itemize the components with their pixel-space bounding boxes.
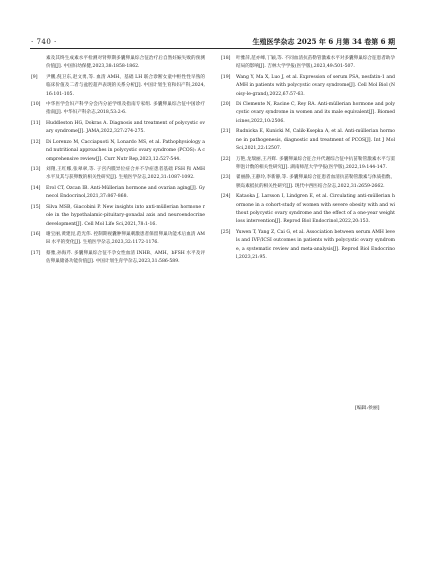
reference-item: [31, 231, 205, 248]
reference-number: [21]: [221, 129, 231, 135]
page-number: · 740 ·: [31, 38, 57, 46]
reference-number: [18]: [221, 56, 231, 61]
reference-number: [16]: [31, 232, 41, 238]
reference-item: [31, 74, 205, 99]
reference-text: 谢宝丽,黄建昆,范光伟. 控制期视囊肿卵巢刺激患者保留卵巢功能术后血清 AMH 水平的变化[J]. 生殖医学杂志,2023,32:1172-1176.: [46, 232, 205, 246]
reference-text: 翟丽静,王静玲,李新静,等. 多囊卵巢综合征患者血清抗苗勒管激素与体质指数、胰岛素抵抗的相关性研究[J]. 现代中西医结合杂志,2022,31:2659-2662.: [236, 175, 395, 189]
reference-text: 蔡雅,孙海芹. 多囊卵巢综合征不孕女性血清 INHB、AMH、bFSH 水平及评估卵巢储备功能价值[J]. 中国计划生育学杂志,2023,31:586-589.: [46, 250, 205, 265]
reference-item: 素及其终生成素水平检测对肾卵期多囊卵巢综合征治疗后自然妊娠失败的预测价值[J]. 中国妇幼保健,2023,38:1858-1862.: [46, 56, 205, 70]
reference-item: [221, 229, 395, 262]
reference-item: [221, 74, 395, 99]
reference-number: [14]: [31, 185, 41, 191]
reference-text: Di Clemente N, Racine C, Rey RA. Anti-müllerian hormone and polycystic ovary syndrome in women and its male equivalent[J]. Biomedicines,2022,10:2506.: [236, 102, 395, 124]
reference-text: 尹鹏,倪卫东,赵文勇,等. 血清 AMH、基础 LH 联合诊断女童中枢性性早熟的临床价值及二者与盆腔超声表现的关系分析[J]. 中国计划生育和妇产科,2024,16:101-105.: [46, 74, 205, 97]
reference-number: [19]: [221, 74, 231, 80]
reference-number: [15]: [31, 204, 41, 210]
page-header: [0, 0, 427, 46]
reference-number: [12]: [31, 139, 41, 145]
reference-number: [22]: [221, 156, 231, 162]
reference-item: [31, 250, 205, 267]
reference-item: [221, 128, 395, 153]
reference-text: Rudnicka E, Kunicki M, Calik-Ksepka A, et al. Anti-müllerian hormone in pathogenesis, diagnostic and treatment of PCOS[J]. Int J Mol Sci,2021,22:12507.: [236, 129, 395, 151]
header-rule: [30, 48, 397, 49]
reference-item: [221, 55, 395, 72]
reference-number: [17]: [31, 250, 41, 256]
reference-item: [31, 166, 205, 183]
reference-number: [11]: [31, 120, 41, 126]
reference-item: [31, 101, 205, 118]
reference-number: [13]: [31, 167, 41, 173]
reference-text: Di Lorenzo M, Cacciapuoti N, Lonardo MS, et al. Pathophysiology and nutritional approaches in polycystic ovary syndrome (PCOS): A comprehensive review[J]. Curr Nutr Rep,2023,12:527-544.: [46, 139, 205, 162]
journal-title: 生殖医学杂志 2025 年 6 月第 34 卷第 6 期: [252, 37, 395, 46]
editor-note: [编辑:侯丽]: [355, 406, 380, 411]
references-left-column: [31, 55, 205, 269]
reference-text: 刘翔,王红娜,张翠翠,等. 子宫内膜异位症合并不孕症患者基础 FSH 和 AMH 水平及其与获卵数的相关性研究[J]. 生殖医学杂志,2022,31:1087-1092.: [46, 167, 205, 181]
reference-item: [31, 204, 205, 229]
reference-text: 中华医学会妇产科学分会内分泌学组及指南专家组. 多囊卵巢综合征中国诊疗指南[J]. 中华妇产科杂志,2018,53:2-6.: [46, 102, 205, 116]
reference-item: [31, 185, 205, 202]
reference-item: [221, 174, 395, 191]
reference-number: [20]: [221, 102, 231, 108]
reference-text: 万艳,龙瑞丽,王丹辉. 多囊卵巢综合征合并代谢综合征中抗苗勒管激素水平与窦卵泡计数的相关性研究[J]. 湖南师范大学学报(医学版),2022,19:144-147.: [236, 156, 395, 170]
reference-number: [23]: [221, 175, 231, 181]
reference-number: [10]: [31, 102, 41, 108]
reference-item: [221, 193, 395, 226]
reference-item: [221, 156, 395, 173]
reference-text: Kataoka J, Larsson I, Lindgren E, et al. Circulating anti-müllerian hormone in a cohort-study of women with severe obesity with and without polycystic ovary syndrome and the effect of a one-year weight loss intervention[J]. Reprod Biol Endocrinol,2022,20:153.: [236, 194, 395, 225]
references-right-column: [221, 55, 395, 264]
reference-text: 叶雅萍,范亦峰,丁颖,等. 不同血清抗苗勒管激素水平对多囊卵巢综合征患者助孕结局的影响[J]. 吉林大学学报(医学版),2023,49:501-507.: [236, 56, 395, 70]
reference-number: [25]: [221, 229, 231, 235]
reference-number: [9]: [31, 74, 38, 80]
reference-text: Erol CT, Ozcan IB. Anti-Müllerian hormone and ovarian aging[J]. Gynecol Endocrinol,2021,37:867-868.: [46, 185, 205, 200]
reference-text: Silva MSB, Giacobini P. New insights into anti-müllerian hormone role in the hypothalamic-pituitary-gonadal axis and neuroendocrine development[J]. Cell Mol Life Sci,2021,78:1-16.: [46, 204, 205, 227]
reference-item: [221, 101, 395, 126]
reference-text: Huddleston HG, Dokras A. Diagnosis and treatment of polycystic ovary syndrome[J]. JAMA,2022,327:274-275.: [46, 120, 205, 135]
reference-text: Yuwen T, Yang Z, Cai G, et al. Association between serum AMH levels and IVF/ICSI outcomes in patients with polycystic ovary syndrome, a systematic review and meta-analysis[J]. Reprod Biol Endocrinol,2023,21:95.: [236, 229, 395, 260]
reference-item: [31, 120, 205, 137]
reference-item: [31, 139, 205, 164]
reference-text: Wang Y, Ma X, Luo J, et al. Expression of serum PSA, nesfatin-1 and AMH in patients with polycystic ovary syndrome[J]. Cell Mol Biol (Noisy-le-grand),2022,67:57-63.: [236, 74, 395, 97]
reference-number: [24]: [221, 194, 231, 200]
